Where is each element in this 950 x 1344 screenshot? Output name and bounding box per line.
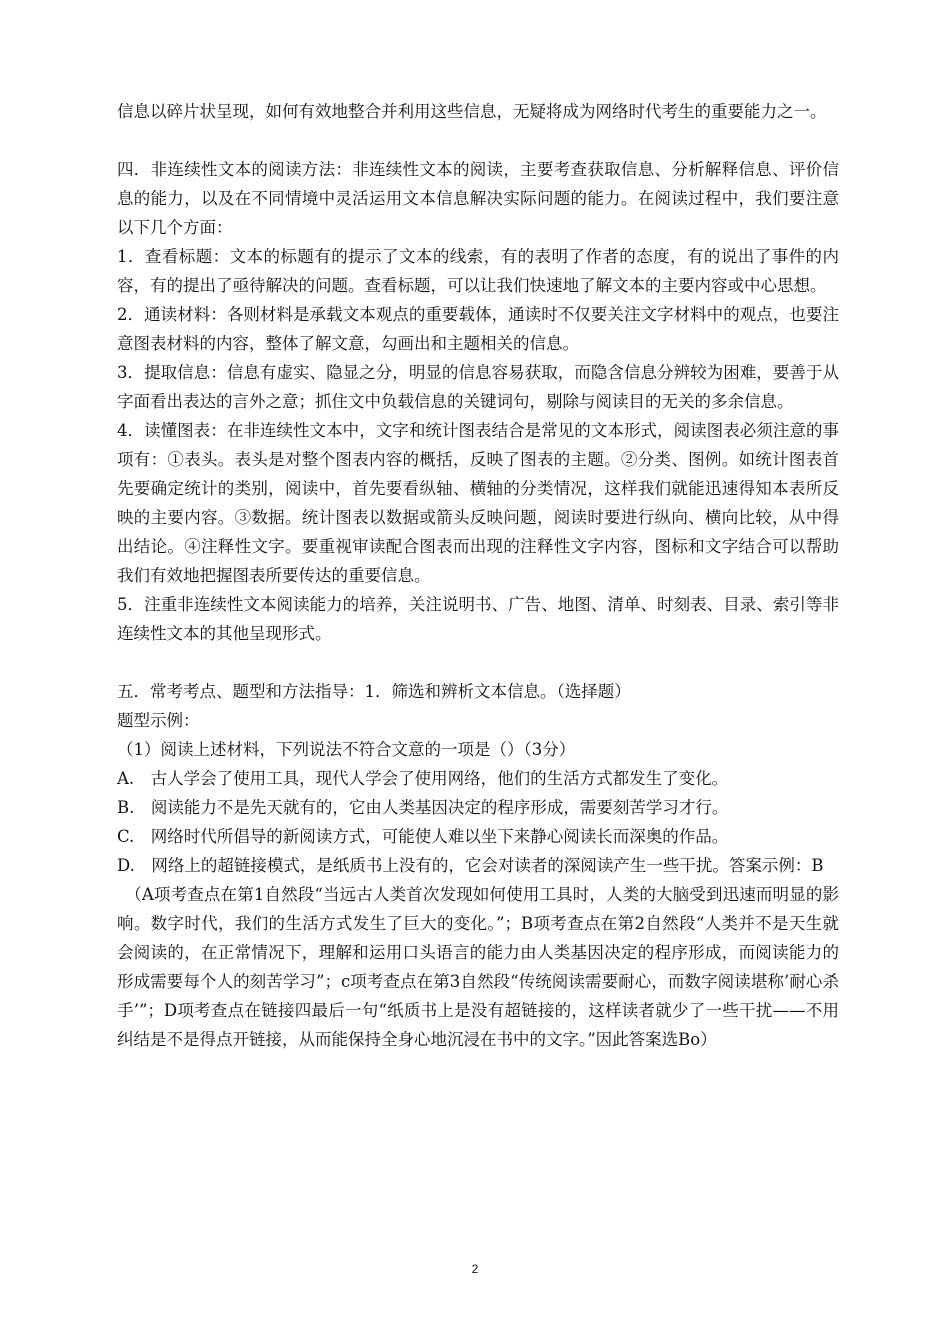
spacer (117, 648, 839, 677)
section-4-intro: 四．非连续性文本的阅读方法：非连续性文本的阅读，主要考查获取信息、分析解释信息、评价信息的能力，以及在不同情境中灵活运用文本信息解决实际问题的能力。在阅读过程中，我们要注意以下几个方面： (117, 160, 839, 237)
intro-paragraph: 信息以碎片状呈现，如何有效地整合并利用这些信息，无疑将成为网络时代考生的重要能力之一。 (117, 102, 827, 121)
example-label: 题型示例： (117, 711, 200, 730)
page-number: 2 (471, 1262, 479, 1276)
option-b: B. 阅读能力不是先天就有的，它由人类基因决定的程序形成，需要刻苦学习才行。 (117, 798, 729, 817)
question-text: （1）阅读上述材料，下列说法不符合文意的一项是（）（3分） (117, 740, 576, 759)
option-a: A. 古人学会了使用工具，现代人学会了使用网络，他们的生活方式都发生了变化。 (117, 769, 729, 788)
section-4-item-5: 5．注重非连续性文本阅读能力的培养，关注说明书、广告、地图、清单、时刻表、目录、索引等非连续性文本的其他呈现形式。 (117, 595, 839, 643)
section-4-item-1: 1．查看标题：文本的标题有的提示了文本的线索，有的表明了作者的态度，有的说出了事件的内容，有的提出了亟待解决的问题。查看标题，可以让我们快速地了解文本的主要内容或中心思想。 (117, 247, 839, 295)
answer-explanation: （A项考查点在第1自然段“当远古人类首次发现如何使用工具时，人类的大脑受到迅速而明显的影响。数字时代，我们的生活方式发生了巨大的变化。”；B项考查点在第2自然段“人类并不是天生就会阅读的，在正常情况下，理解和运用口头语言的能力由人类基因决定的程序形成，而阅读能力的形成需要每个人的刻苦学习”；c项考查点在第3自然段“传统阅读需要耐心，而数字阅读堪称’耐心杀手’”；D项考查点在链接四最后一句“纸质书上是没有超链接的，这样读者就少了一些干扰——不用纠结是不是得点开链接，从而能保持全身心地沉浸在书中的文字。”因此答案选Bo） (117, 885, 839, 1049)
document-body (117, 97, 839, 1054)
section-4-item-4: 4．读懂图表：在非连续性文本中，文字和统计图表结合是常见的文本形式，阅读图表必须注意的事项有：①表头。表头是对整个图表内容的概括，反映了图表的主题。②分类、图例。如统计图表首先要确定统计的类别，阅读中，首先要看纵轴、横轴的分类情况，这样我们就能迅速得知本表所反映的主要内容。③数据。统计图表以数据或箭头反映问题，阅读时要进行纵向、横向比较，从中得出结论。④注释性文字。要重视审读配合图表而出现的注释性文字内容，图标和文字结合可以帮助我们有效地把握图表所要传达的重要信息。 (117, 421, 839, 585)
option-d: D. 网络上的超链接模式，是纸质书上没有的，它会对读者的深阅读产生一些干扰。答案示例：B (117, 856, 824, 875)
spacer (117, 126, 839, 155)
option-c: C. 网络时代所倡导的新阅读方式，可能使人难以坐下来静心阅读长而深奥的作品。 (117, 827, 729, 846)
section-4-item-2: 2．通读材料：各则材料是承载文本观点的重要载体，通读时不仅要关注文字材料中的观点，也要注意图表材料的内容，整体了解文意，勾画出和主题相关的信息。 (117, 305, 839, 353)
section-4-item-3: 3．提取信息：信息有虚实、隐显之分，明显的信息容易获取，而隐含信息分辨较为困难，要善于从字面看出表达的言外之意；抓住文中负载信息的关键词句，剔除与阅读目的无关的多余信息。 (117, 363, 839, 411)
section-5-heading: 五．常考考点、题型和方法指导：1．筛选和辨析文本信息。（选择题） (117, 682, 631, 701)
